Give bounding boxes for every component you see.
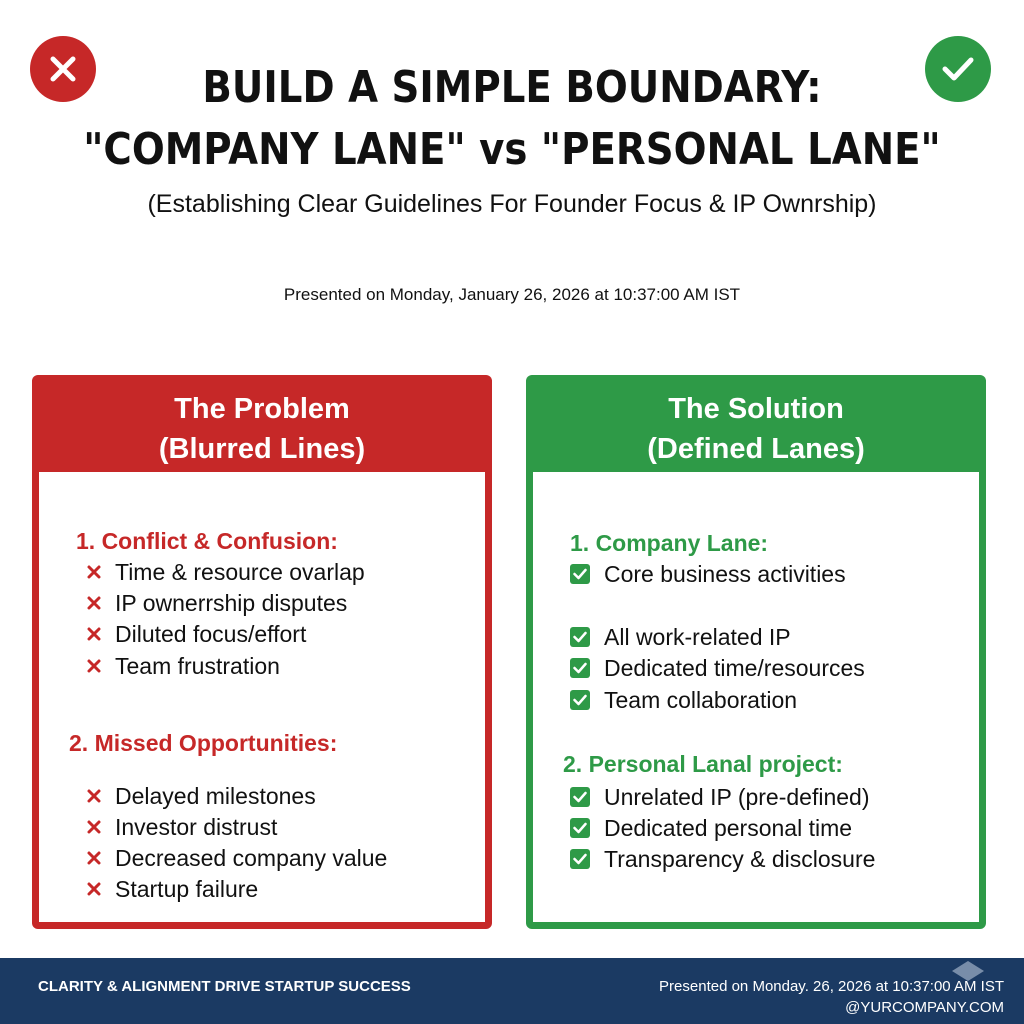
list-item [570, 686, 797, 714]
list-item-label: Startup failure [115, 876, 259, 902]
list-item [85, 875, 258, 903]
list-item-label: Investor distrust [115, 814, 278, 840]
list-item-label: Team collaboration [604, 687, 798, 713]
page-title-line-1: BUILD A SIMPLE BOUNDARY: [202, 62, 822, 113]
footer-info [659, 976, 1004, 1018]
list-item [85, 620, 306, 648]
checkbox-checked-icon [570, 818, 590, 838]
list-item-label: Time & resource ovarlap [115, 559, 365, 585]
solution-section2-title: 2. Personal Lanal project: [563, 751, 843, 777]
x-mark-icon [85, 625, 103, 643]
list-item-label: Dedicated time/resources [604, 655, 865, 681]
list-item [570, 623, 791, 651]
checkbox-checked-icon [570, 627, 590, 647]
x-mark-icon [85, 594, 103, 612]
footer-handle: @YURCOMPANY.COM [845, 999, 1004, 1016]
problem-heading-title: The Problem [174, 393, 350, 425]
problem-panel [32, 375, 492, 929]
list-item-label: Delayed milestones [115, 783, 316, 809]
x-mark-icon [85, 880, 103, 898]
footer-bar [0, 958, 1024, 1024]
list-item [570, 845, 875, 873]
list-item-label: Team frustration [115, 653, 280, 679]
checkbox-checked-icon [570, 658, 590, 678]
x-mark-icon [85, 818, 103, 836]
solution-body [533, 472, 979, 922]
list-item-label: Dedicated personal time [604, 815, 853, 841]
x-mark-icon [85, 849, 103, 867]
problem-section2-title: 2. Missed Opportunities: [69, 730, 338, 756]
page-subtitle: (Establishing Clear Guidelines For Founder Focus & IP Ownrship) [147, 190, 877, 218]
problem-body [39, 472, 485, 922]
list-item-label: IP ownerrship disputes [115, 590, 348, 616]
list-item [85, 558, 365, 586]
list-item-label: Core business activities [604, 561, 846, 587]
list-item [85, 813, 277, 841]
page-title-line-2: "COMPANY LANE" vs "PERSONAL LANE" [83, 124, 941, 175]
solution-heading-title: The Solution [668, 393, 844, 425]
checkbox-checked-icon [570, 690, 590, 710]
list-item [570, 560, 846, 588]
list-item-label: Unrelated IP (pre-defined) [604, 784, 870, 810]
list-item-label: Transparency & disclosure [604, 846, 876, 872]
x-mark-icon [85, 787, 103, 805]
list-item [570, 654, 865, 682]
list-item-label: All work-related IP [604, 624, 791, 650]
list-item [570, 814, 852, 842]
problem-heading-subtitle: (Blurred Lines) [158, 433, 366, 465]
list-item [85, 844, 387, 872]
x-mark-icon [85, 563, 103, 581]
solution-section1-title: 1. Company Lane: [570, 530, 769, 556]
solution-heading-subtitle: (Defined Lanes) [647, 433, 865, 465]
list-item [85, 652, 280, 680]
list-item [570, 783, 870, 811]
solution-panel [526, 375, 986, 929]
presented-date: Presented on Monday, January 26, 2026 at 10:37:00 AM IST [283, 285, 741, 304]
list-item [85, 782, 316, 810]
checkbox-checked-icon [570, 849, 590, 869]
x-mark-icon [85, 657, 103, 675]
checkbox-checked-icon [570, 564, 590, 584]
checkbox-checked-icon [570, 787, 590, 807]
footer-presented: Presented on Monday. 26, 2026 at 10:37:00 AM IST [659, 978, 1004, 995]
problem-section1-title: 1. Conflict & Confusion: [76, 528, 338, 554]
list-item [85, 589, 347, 617]
problem-heading [32, 389, 492, 469]
solution-heading [526, 389, 986, 469]
list-item-label: Decreased company value [115, 845, 388, 871]
list-item-label: Diluted focus/effort [115, 621, 307, 647]
footer-tagline: CLARITY & ALIGNMENT DRIVE STARTUP SUCCESS [38, 978, 411, 995]
